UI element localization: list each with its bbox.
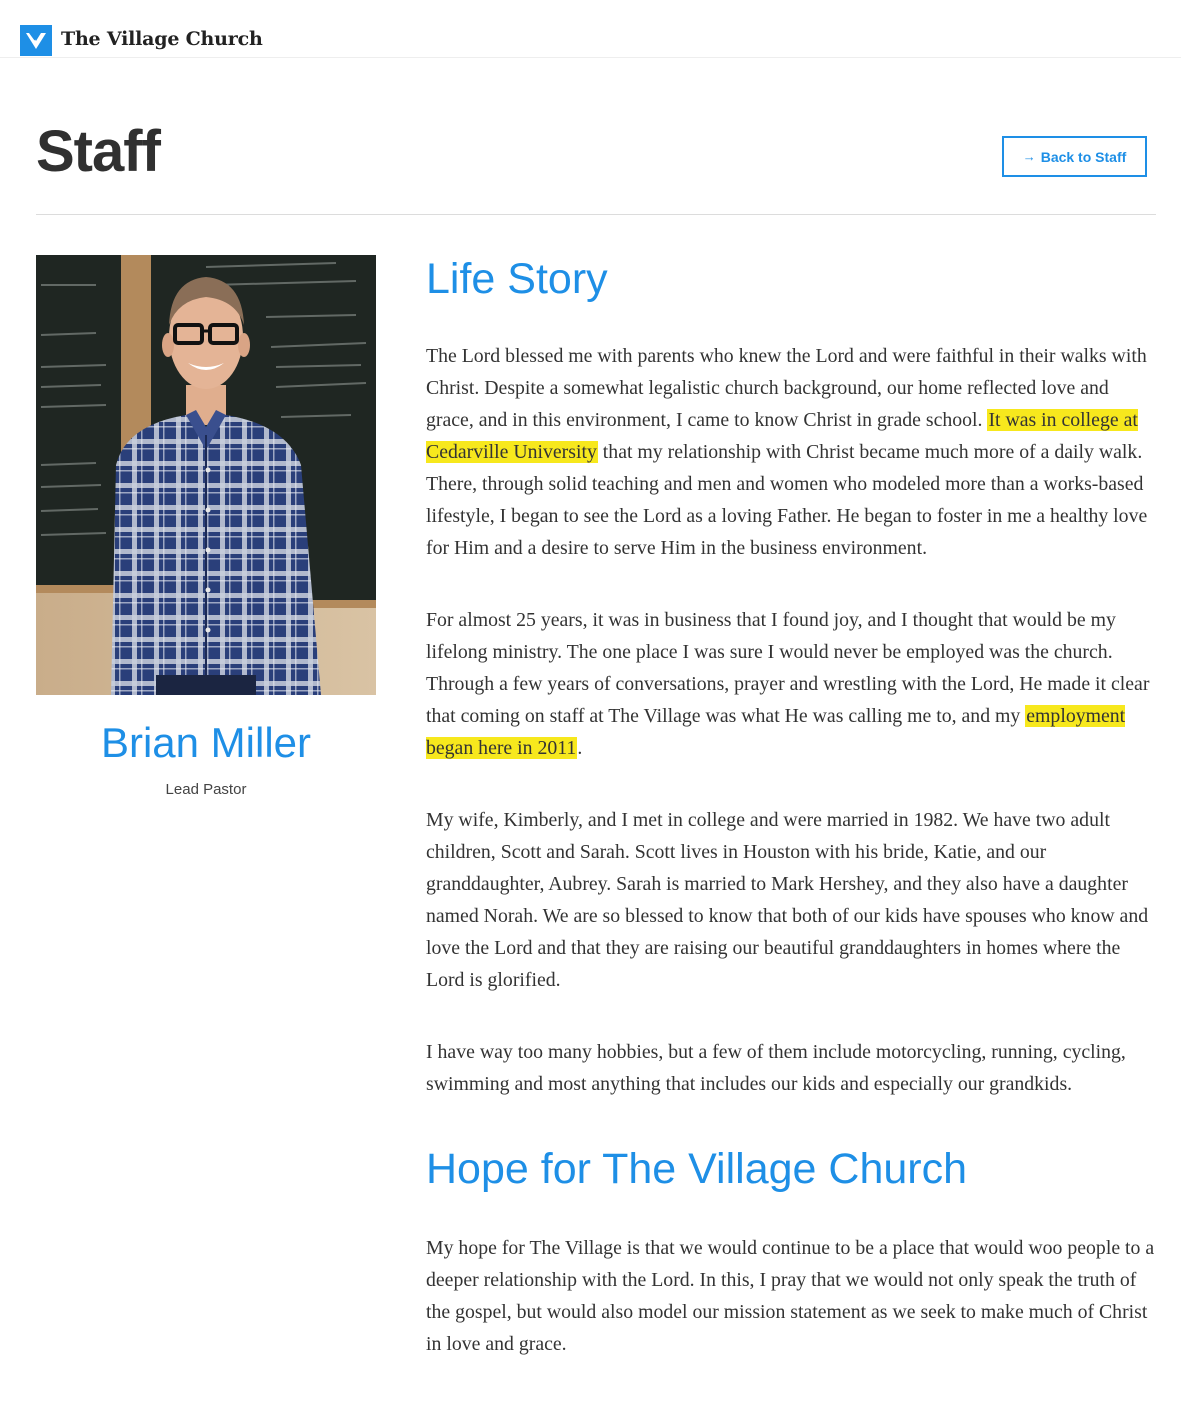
header-divider bbox=[36, 214, 1156, 215]
paragraph-text: that my relationship with Christ became much more of a daily walk. There, through solid teaching and men and women who modeled more than a works-based lifestyle, I began to see the Lord as a loving Father. He began to foster in me a healthy love for Him and a desire to serve Him in the business environment. bbox=[426, 441, 1148, 559]
life-story-paragraph-2 bbox=[426, 604, 1161, 764]
arrow-right-icon: → bbox=[1022, 149, 1036, 164]
staff-name: Brian Miller bbox=[100, 719, 312, 766]
life-story-paragraph-3: My wife, Kimberly, and I met in college and were married in 1982. We have two adult children, Scott and Sarah. Scott lives in Houston with his bride, Katie, and our granddaughter, Aubrey. Sarah is married to Mark Hershey, and they also have a daughter named Norah. We are so blessed to know that both of our kids have spouses who know and love the Lord and that they are raising our beautiful granddaughters in homes where the Lord is glorified. bbox=[426, 809, 1149, 991]
back-to-staff-button[interactable] bbox=[1002, 136, 1147, 177]
page-title: Staff bbox=[36, 119, 160, 184]
highlighted-text: employment began here in 2011 bbox=[426, 705, 1126, 759]
bio-content bbox=[426, 250, 1161, 1360]
life-story-heading: Life Story bbox=[426, 255, 608, 303]
staff-role: Lead Pastor bbox=[165, 781, 247, 798]
hope-paragraph-1: My hope for The Village is that we would continue to be a place that would woo people to a deeper relationship with the Lord. In this, I pray that we would not only speak the truth of the gospel, but would also model our mission statement as we seek to make much of Christ in love and grace. bbox=[426, 1237, 1155, 1355]
hope-heading: Hope for The Village Church bbox=[426, 1145, 968, 1193]
highlighted-text: It was in college at Cedarville University bbox=[426, 409, 1138, 463]
staff-portrait-photo bbox=[36, 255, 376, 695]
site-header bbox=[0, 0, 1181, 58]
back-to-staff-label: Back to Staff bbox=[1040, 148, 1127, 165]
village-v-logo-icon[interactable] bbox=[20, 25, 52, 56]
paragraph-text: The Lord blessed me with parents who knew the Lord and were faithful in their walks with Christ. Despite a somewhat legalistic church background, our home reflected love and grace, and in this environment, I came to know Christ in grade school. bbox=[426, 345, 1147, 431]
paragraph-text: For almost 25 years, it was in business that I found joy, and I thought that would be my lifelong ministry. The one place I was sure I would never be employed was the church. Through a few years of conversations, prayer and wrestling with the Lord, He made it clear that coming on staff at The Village was what He was calling me to, and my bbox=[426, 609, 1150, 727]
life-story-paragraph-4: I have way too many hobbies, but a few of them include motorcycling, running, cycling, swimming and most anything that includes our kids and especially our grandkids. bbox=[426, 1041, 1126, 1095]
site-logo-text[interactable]: The Village Church bbox=[61, 28, 263, 50]
life-story-paragraph-1 bbox=[426, 340, 1161, 564]
paragraph-text: . bbox=[577, 737, 583, 759]
